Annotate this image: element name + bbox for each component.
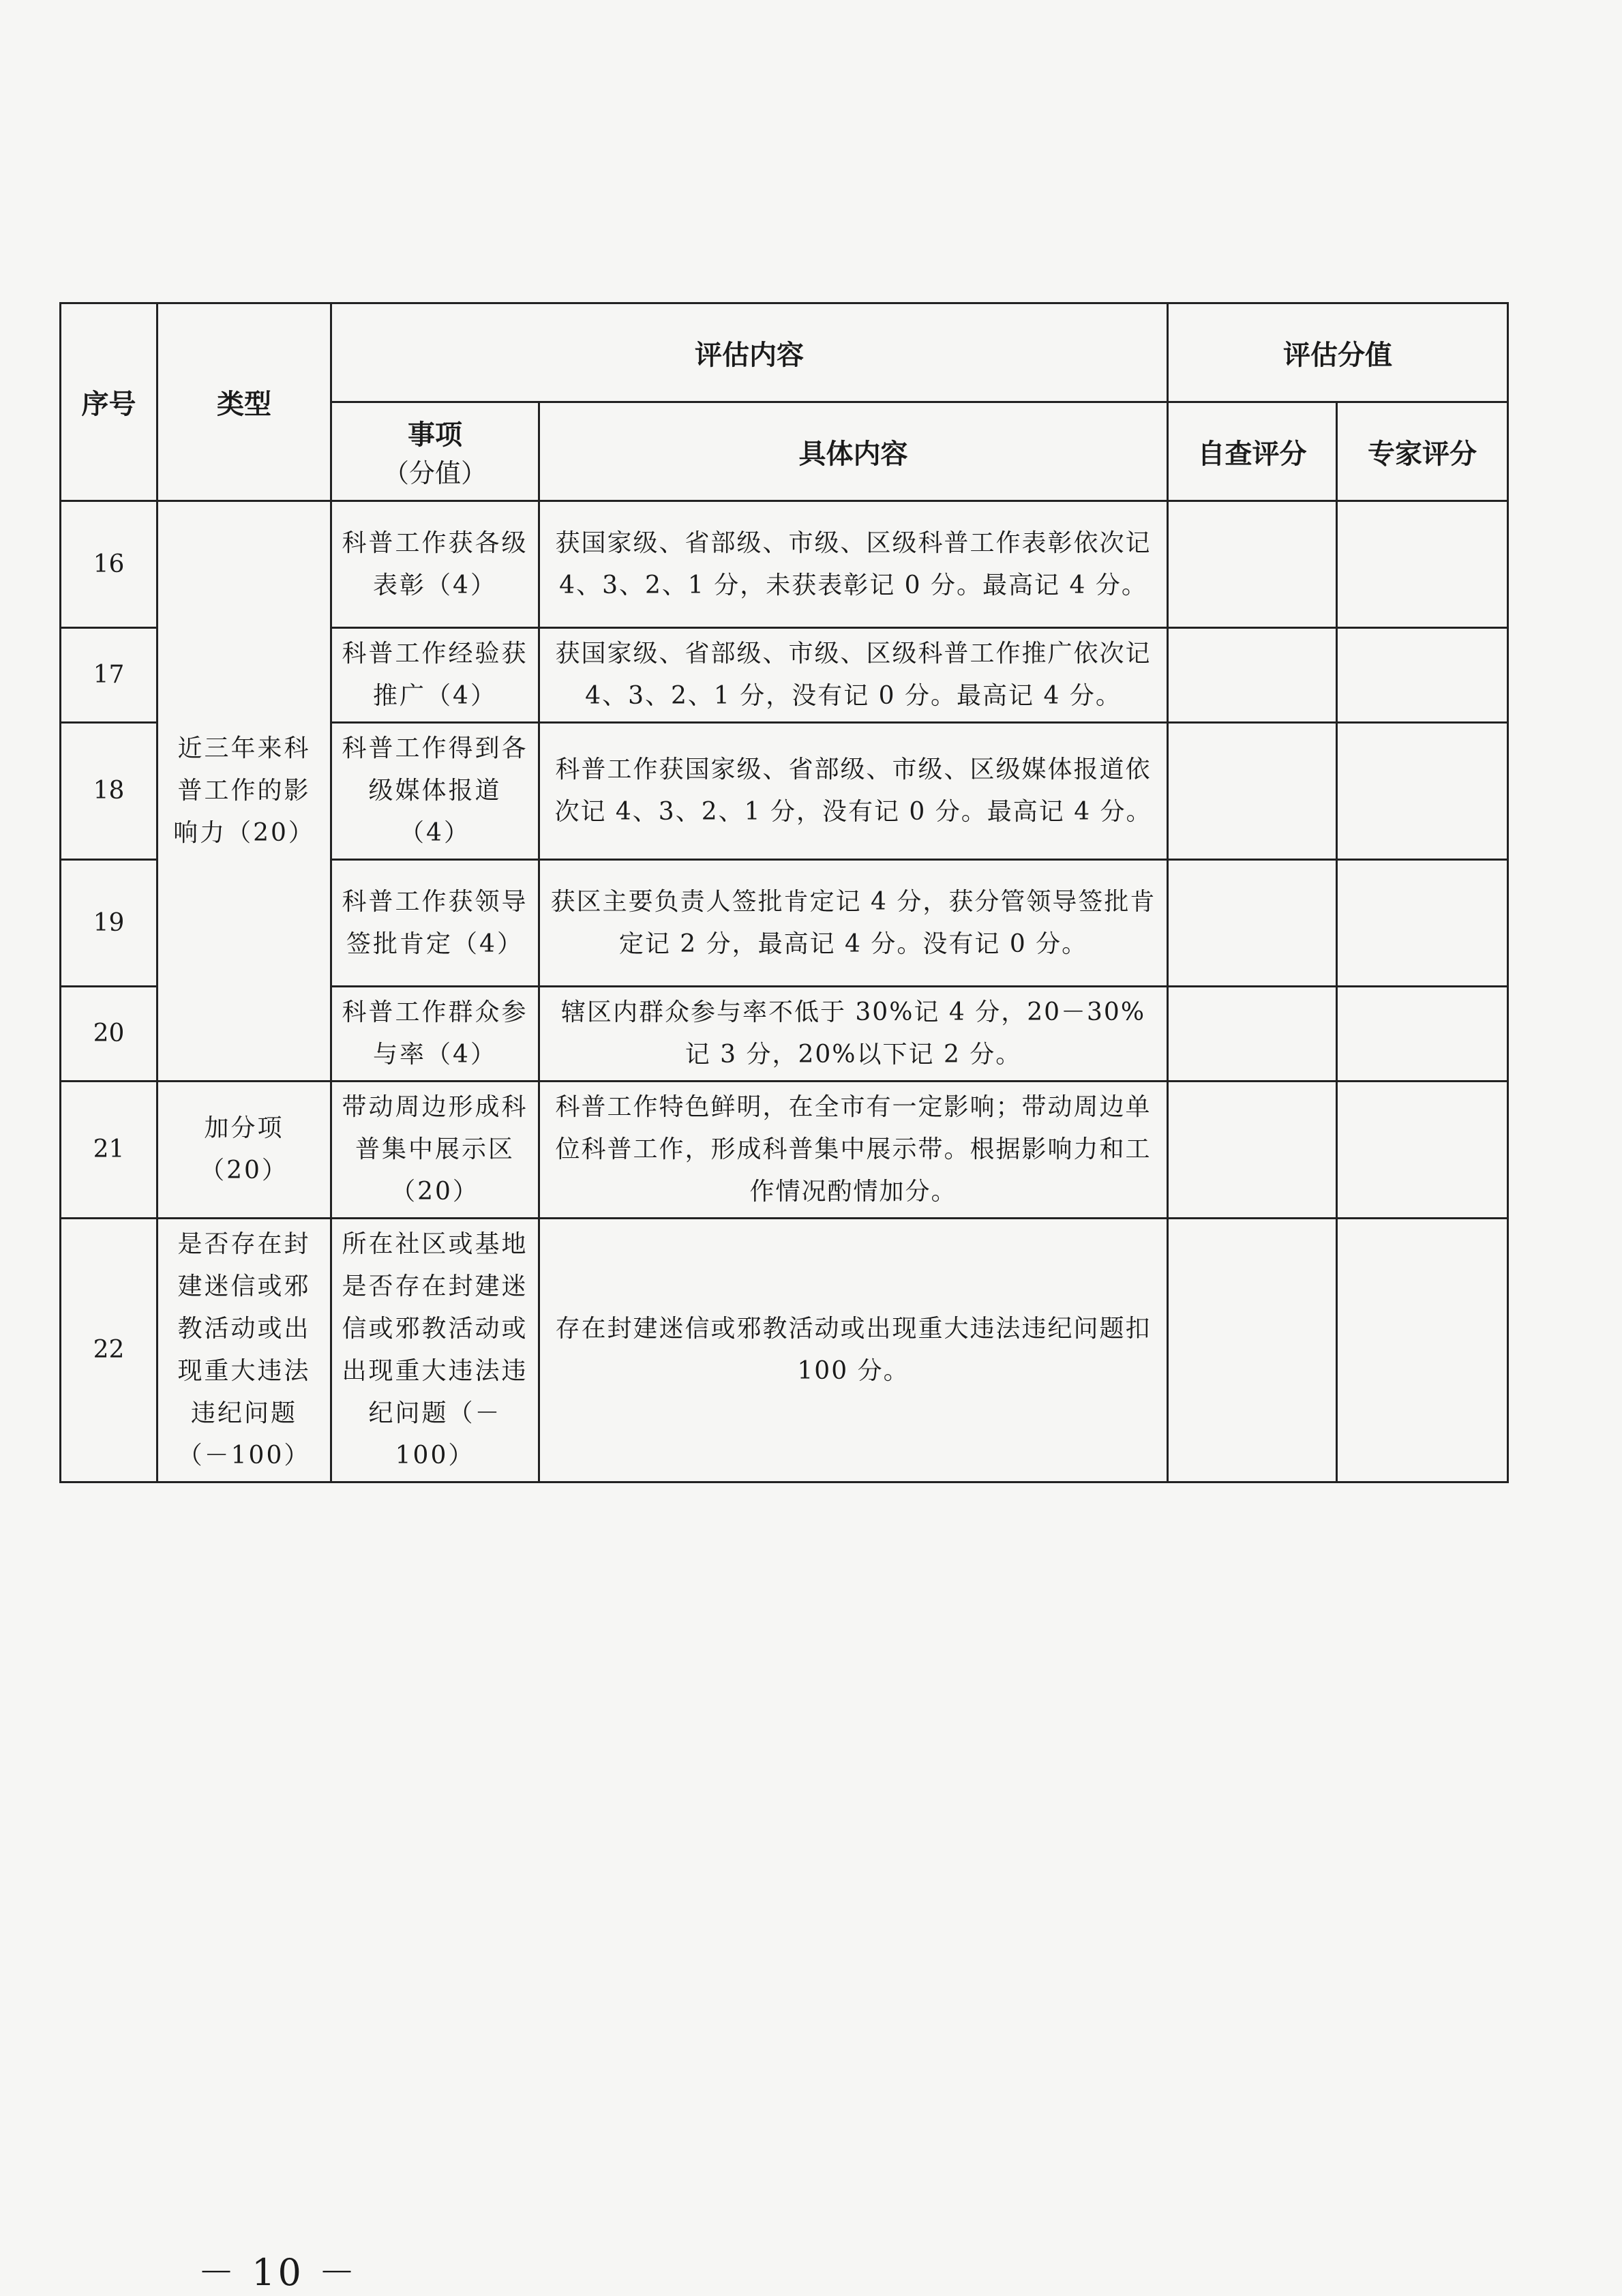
header-item xyxy=(331,402,539,501)
row-item: 科普工作得到各级媒体报道（4） xyxy=(331,723,539,860)
page-number: － 10 － xyxy=(198,2251,359,2294)
row-content: 获国家级、省部级、市级、区级科普工作表彰依次记 4、3、2、1 分，未获表彰记 0 分。最高记 4 分。 xyxy=(539,501,1168,628)
table-row xyxy=(61,501,1508,628)
row-number: 18 xyxy=(61,723,157,860)
row-content: 获区主要负责人签批肯定记 4 分，获分管领导签批肯定记 2 分，最高记 4 分。没有记 0 分。 xyxy=(539,860,1168,987)
header-row-1 xyxy=(61,303,1508,402)
header-self-score: 自查评分 xyxy=(1168,402,1337,501)
self-score-cell[interactable] xyxy=(1168,723,1337,860)
row-item: 带动周边形成科普集中展示区（20） xyxy=(331,1082,539,1219)
header-eval-score: 评估分值 xyxy=(1168,303,1508,402)
row-item: 科普工作获各级表彰（4） xyxy=(331,501,539,628)
row-content: 辖区内群众参与率不低于 30%记 4 分，20－30%记 3 分，20%以下记 2 分。 xyxy=(539,987,1168,1082)
expert-score-cell[interactable] xyxy=(1337,1219,1508,1482)
row-content: 科普工作获国家级、省部级、市级、区级媒体报道依次记 4、3、2、1 分，没有记 0 分。最高记 4 分。 xyxy=(539,723,1168,860)
row-content: 存在封建迷信或邪教活动或出现重大违法违纪问题扣 100 分。 xyxy=(539,1219,1168,1482)
expert-score-cell[interactable] xyxy=(1337,628,1508,723)
header-eval-content: 评估内容 xyxy=(331,303,1168,402)
expert-score-cell[interactable] xyxy=(1337,723,1508,860)
table-row xyxy=(61,1082,1508,1219)
self-score-cell[interactable] xyxy=(1168,628,1337,723)
header-type: 类型 xyxy=(157,303,331,501)
expert-score-cell[interactable] xyxy=(1337,860,1508,987)
header-expert-score: 专家评分 xyxy=(1337,402,1508,501)
row-number: 16 xyxy=(61,501,157,628)
row-content: 科普工作特色鲜明，在全市有一定影响；带动周边单位科普工作，形成科普集中展示带。根据影响力和工作情况酌情加分。 xyxy=(539,1082,1168,1219)
expert-score-cell[interactable] xyxy=(1337,501,1508,628)
row-number: 21 xyxy=(61,1082,157,1219)
self-score-cell[interactable] xyxy=(1168,501,1337,628)
row-item: 科普工作经验获推广（4） xyxy=(331,628,539,723)
expert-score-cell[interactable] xyxy=(1337,1082,1508,1219)
category-bonus: 加分项（20） xyxy=(157,1082,331,1219)
header-item-line1: 事项 xyxy=(408,419,462,451)
expert-score-cell[interactable] xyxy=(1337,987,1508,1082)
self-score-cell[interactable] xyxy=(1168,1219,1337,1482)
category-penalty: 是否存在封建迷信或邪教活动或出现重大违法违纪问题（－100） xyxy=(157,1219,331,1482)
header-detail: 具体内容 xyxy=(539,402,1168,501)
header-seq: 序号 xyxy=(61,303,157,501)
row-number: 19 xyxy=(61,860,157,987)
row-number: 17 xyxy=(61,628,157,723)
self-score-cell[interactable] xyxy=(1168,1082,1337,1219)
self-score-cell[interactable] xyxy=(1168,860,1337,987)
row-number: 22 xyxy=(61,1219,157,1482)
row-number: 20 xyxy=(61,987,157,1082)
table-row xyxy=(61,1219,1508,1482)
evaluation-table xyxy=(59,302,1509,1483)
row-item: 所在社区或基地是否存在封建迷信或邪教活动或出现重大违法违纪问题（－100） xyxy=(331,1219,539,1482)
header-item-line2: （分值） xyxy=(382,458,487,488)
row-item: 科普工作群众参与率（4） xyxy=(331,987,539,1082)
category-influence: 近三年来科普工作的影响力（20） xyxy=(157,501,331,1082)
row-item: 科普工作获领导签批肯定（4） xyxy=(331,860,539,987)
row-content: 获国家级、省部级、市级、区级科普工作推广依次记 4、3、2、1 分，没有记 0 分。最高记 4 分。 xyxy=(539,628,1168,723)
self-score-cell[interactable] xyxy=(1168,987,1337,1082)
